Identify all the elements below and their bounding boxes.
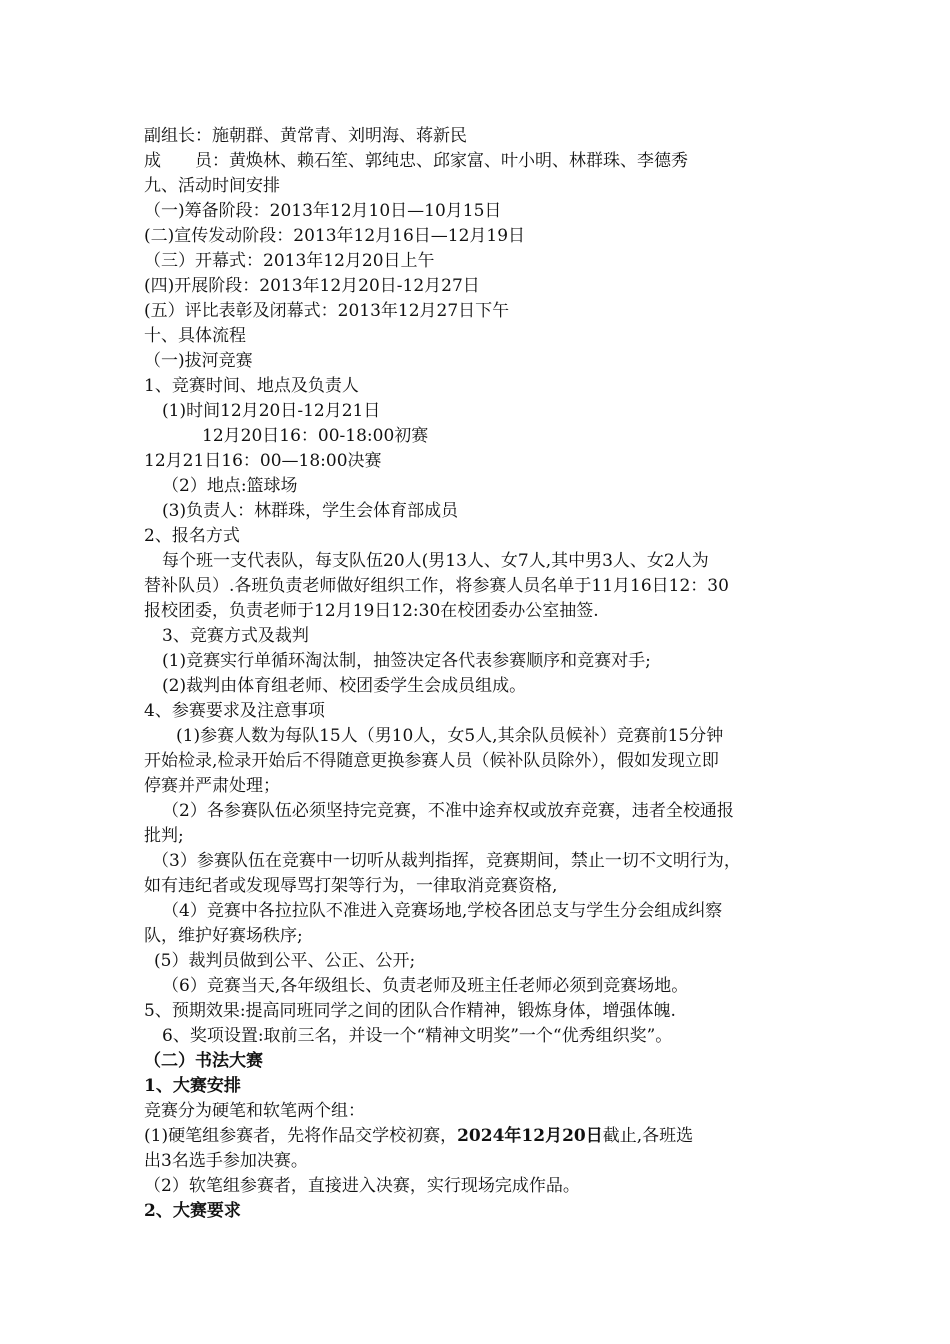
final-time-line: 12月21日16：00—18:00决赛 xyxy=(144,451,382,471)
requirement-3-line-1: （3）参赛队伍在竞赛中一切听从裁判指挥，竞赛期间，禁止一切不文明行为， xyxy=(152,851,741,871)
item-requirements: 4、参赛要求及注意事项 xyxy=(144,701,325,721)
time-line: (1)时间12月20日-12月21日 xyxy=(162,401,381,421)
schedule-item-2: (二)宣传发动阶段：2013年12月16日—12月19日 xyxy=(144,226,526,246)
section-heading-schedule: 九、活动时间安排 xyxy=(144,176,280,196)
requirement-1-line-1: (1)参赛人数为每队15人（男10人，女5人,其余队员候补）竞赛前15分钟 xyxy=(176,726,724,746)
requirement-1-line-2: 开始检录,检录开始后不得随意更换参赛人员（候补队员除外），假如发现立即 xyxy=(144,751,719,771)
item-awards: 6、奖项设置:取前三名，并设一个“精神文明奖”一个“优秀组织奖”。 xyxy=(162,1026,673,1046)
schedule-item-3: （三）开幕式：2013年12月20日上午 xyxy=(144,251,435,271)
hard-pen-line-2: 出3名选手参加决赛。 xyxy=(144,1151,308,1171)
hard-pen-line-1 xyxy=(144,1124,693,1148)
subsection-tug-of-war: （一)拔河竞赛 xyxy=(144,351,253,371)
schedule-item-5: (五）评比表彰及闭幕式：2013年12月27日下午 xyxy=(144,301,510,321)
item-registration: 2、报名方式 xyxy=(144,526,240,546)
item-expected-effect: 5、预期效果:提高同班同学之间的团队合作精神，锻炼身体，增强体魄. xyxy=(144,1001,676,1021)
item-time-place: 1、竞赛时间、地点及负责人 xyxy=(144,376,359,396)
hard-pen-line-1-post: 截止,各班选 xyxy=(602,1126,694,1146)
requirement-4-line-1: （4）竞赛中各拉拉队不准进入竞赛场地,学校各团总支与学生分会组成纠察 xyxy=(162,901,723,921)
person-in-charge-line: (3)负责人：林群珠，学生会体育部成员 xyxy=(162,501,459,521)
location-line: （2）地点:篮球场 xyxy=(162,476,298,496)
brush-pen-line: （2）软笔组参赛者，直接进入决赛，实行现场完成作品。 xyxy=(144,1176,580,1196)
registration-para-2: 替补队员）.各班负责老师做好组织工作，将参赛人员名单于11月16日12：30 xyxy=(144,576,729,596)
hard-pen-line-1-pre: (1)硬笔组参赛者，先将作品交学校初赛， xyxy=(144,1126,458,1146)
requirement-3-line-2: 如有违纪者或发现辱骂打架等行为，一律取消竞赛资格, xyxy=(144,876,558,896)
item-format-referee: 3、竞赛方式及裁判 xyxy=(162,626,309,646)
requirement-5: (5）裁判员做到公平、公正、公开; xyxy=(154,951,416,971)
requirement-1-line-3: 停赛并严肃处理； xyxy=(144,776,280,796)
members-line: 成 员：黄焕林、赖石笙、郭纯忠、邱家富、叶小明、林群珠、李德秀 xyxy=(144,151,688,171)
requirement-2-line-1: （2）各参赛队伍必须坚持完竞赛，不准中途弃权或放弃竞赛，违者全校通报 xyxy=(162,801,734,821)
registration-para-3: 报校团委，负责老师于12月19日12:30在校团委办公室抽签. xyxy=(144,601,599,621)
subsection-calligraphy: （二）书法大赛 xyxy=(144,1051,263,1071)
deadline-date: 2024年12月20日 xyxy=(457,1126,603,1146)
calligraphy-arrangement-heading: 1、大赛安排 xyxy=(144,1076,241,1096)
calligraphy-requirements-heading: 2、大赛要求 xyxy=(144,1201,241,1221)
section-heading-process: 十、具体流程 xyxy=(144,326,246,346)
schedule-item-1: （一)筹备阶段：2013年12月10日—10月15日 xyxy=(144,201,502,221)
requirement-6: （6）竞赛当天,各年级组长、负责老师及班主任老师必须到竞赛场地。 xyxy=(162,976,689,996)
requirement-2-line-2: 批判; xyxy=(144,826,184,846)
deputy-leaders-line: 副组长：施朝群、黄常青、刘明海、蒋新民 xyxy=(144,126,467,146)
registration-para-1: 每个班一支代表队，每支队伍20人(男13人、女7人,其中男3人、女2人为 xyxy=(162,551,709,571)
format-line-1: (1)竞赛实行单循环淘汰制，抽签决定各代表参赛顺序和竞赛对手; xyxy=(162,651,651,671)
prelim-time-line: 12月20日16：00-18:00初赛 xyxy=(202,426,429,446)
schedule-item-4: (四)开展阶段：2013年12月20日-12月27日 xyxy=(144,276,480,296)
requirement-4-line-2: 队，维护好赛场秩序; xyxy=(144,926,303,946)
format-line-2: (2)裁判由体育组老师、校团委学生会成员组成。 xyxy=(162,676,527,696)
calligraphy-groups-line: 竞赛分为硬笔和软笔两个组： xyxy=(144,1101,365,1121)
